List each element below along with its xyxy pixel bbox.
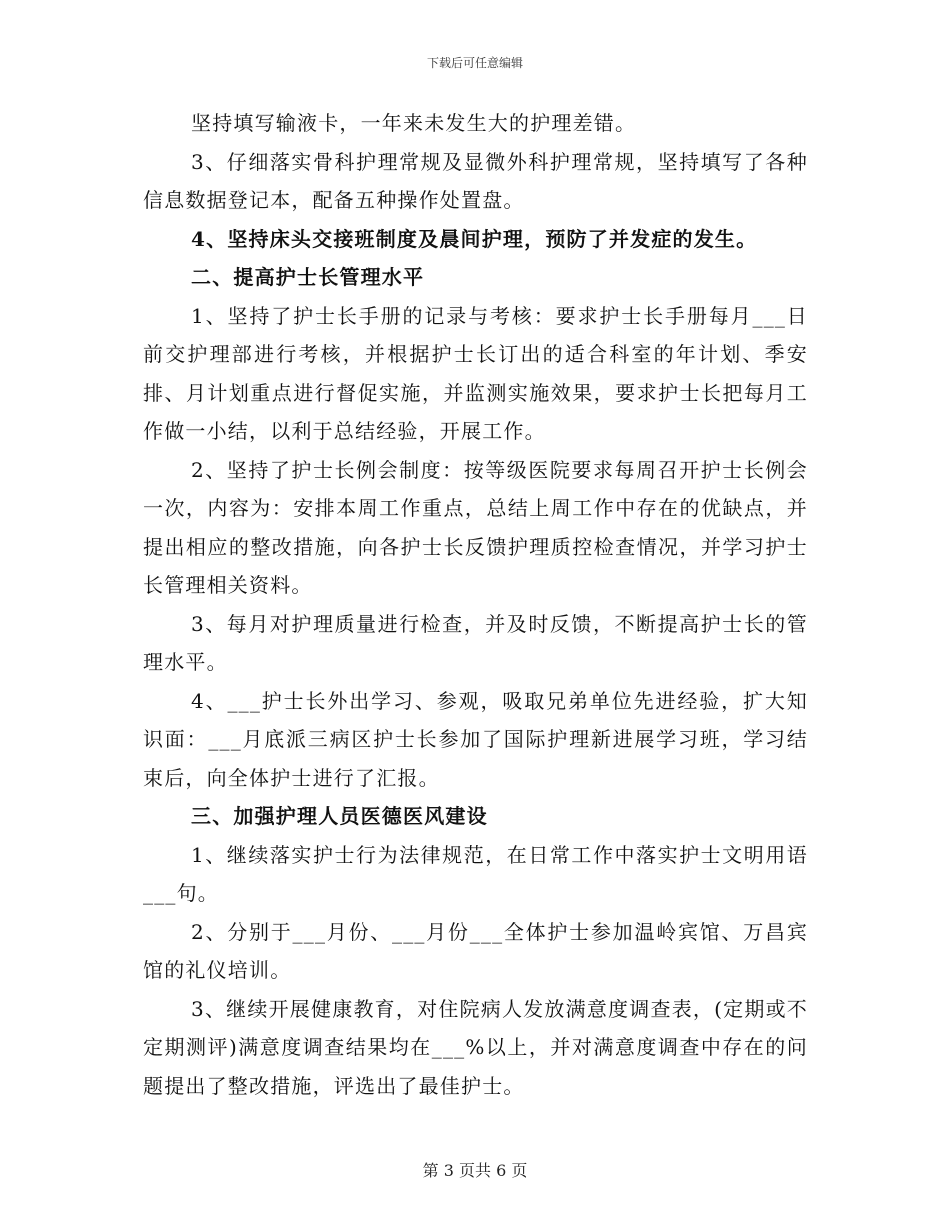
paragraph: 3、仔细落实骨科护理常规及显微外科护理常规，坚持填写了各种信息数据登记本，配备五种操作处置盘。	[143, 149, 808, 212]
document-body	[143, 104, 808, 1105]
page-header: 下载后可任意编辑	[426, 56, 523, 70]
paragraph: 1、继续落实护士行为法律规范，在日常工作中落实护士文明用语___句。	[143, 842, 808, 905]
paragraph: 3、每月对护理质量进行检查，并及时反馈，不断提高护士长的管理水平。	[143, 611, 808, 674]
paragraph: 2、坚持了护士长例会制度：按等级医院要求每周召开护士长例会一次，内容为：安排本周工作重点，总结上周工作中存在的优缺点，并提出相应的整改措施，向各护士长反馈护理质控检查情况，并学习护士长管理相关资料。	[143, 457, 808, 597]
paragraph: 2、分别于___月份、___月份___全体护士参加温岭宾馆、万昌宾馆的礼仪培训。	[143, 919, 808, 982]
paragraph: 1、坚持了护士长手册的记录与考核：要求护士长手册每月___日前交护理部进行考核，并根据护士长订出的适合科室的年计划、季安排、月计划重点进行督促实施，并监测实施效果，要求护士长把每月工作做一小结，以利于总结经验，开展工作。	[143, 303, 808, 443]
section-heading: 二、提高护士长管理水平	[191, 265, 425, 289]
page-footer: 第 3 页共 6 页	[422, 1161, 528, 1180]
paragraph-bold: 4、坚持床头交接班制度及晨间护理，预防了并发症的发生。	[191, 226, 758, 251]
paragraph: 4、___护士长外出学习、参观，吸取兄弟单位先进经验，扩大知识面：___月底派三病区护士长参加了国际护理新进展学习班，学习结束后，向全体护士进行了汇报。	[143, 688, 808, 790]
paragraph: 3、继续开展健康教育，对住院病人发放满意度调查表，(定期或不定期测评)满意度调查结果均在___%以上，并对满意度调查中存在的问题提出了整改措施，评选出了最佳护士。	[143, 996, 808, 1098]
section-heading: 三、加强护理人员医德医风建设	[191, 804, 488, 828]
paragraph: 坚持填写输液卡，一年来未发生大的护理差错。	[191, 111, 637, 135]
